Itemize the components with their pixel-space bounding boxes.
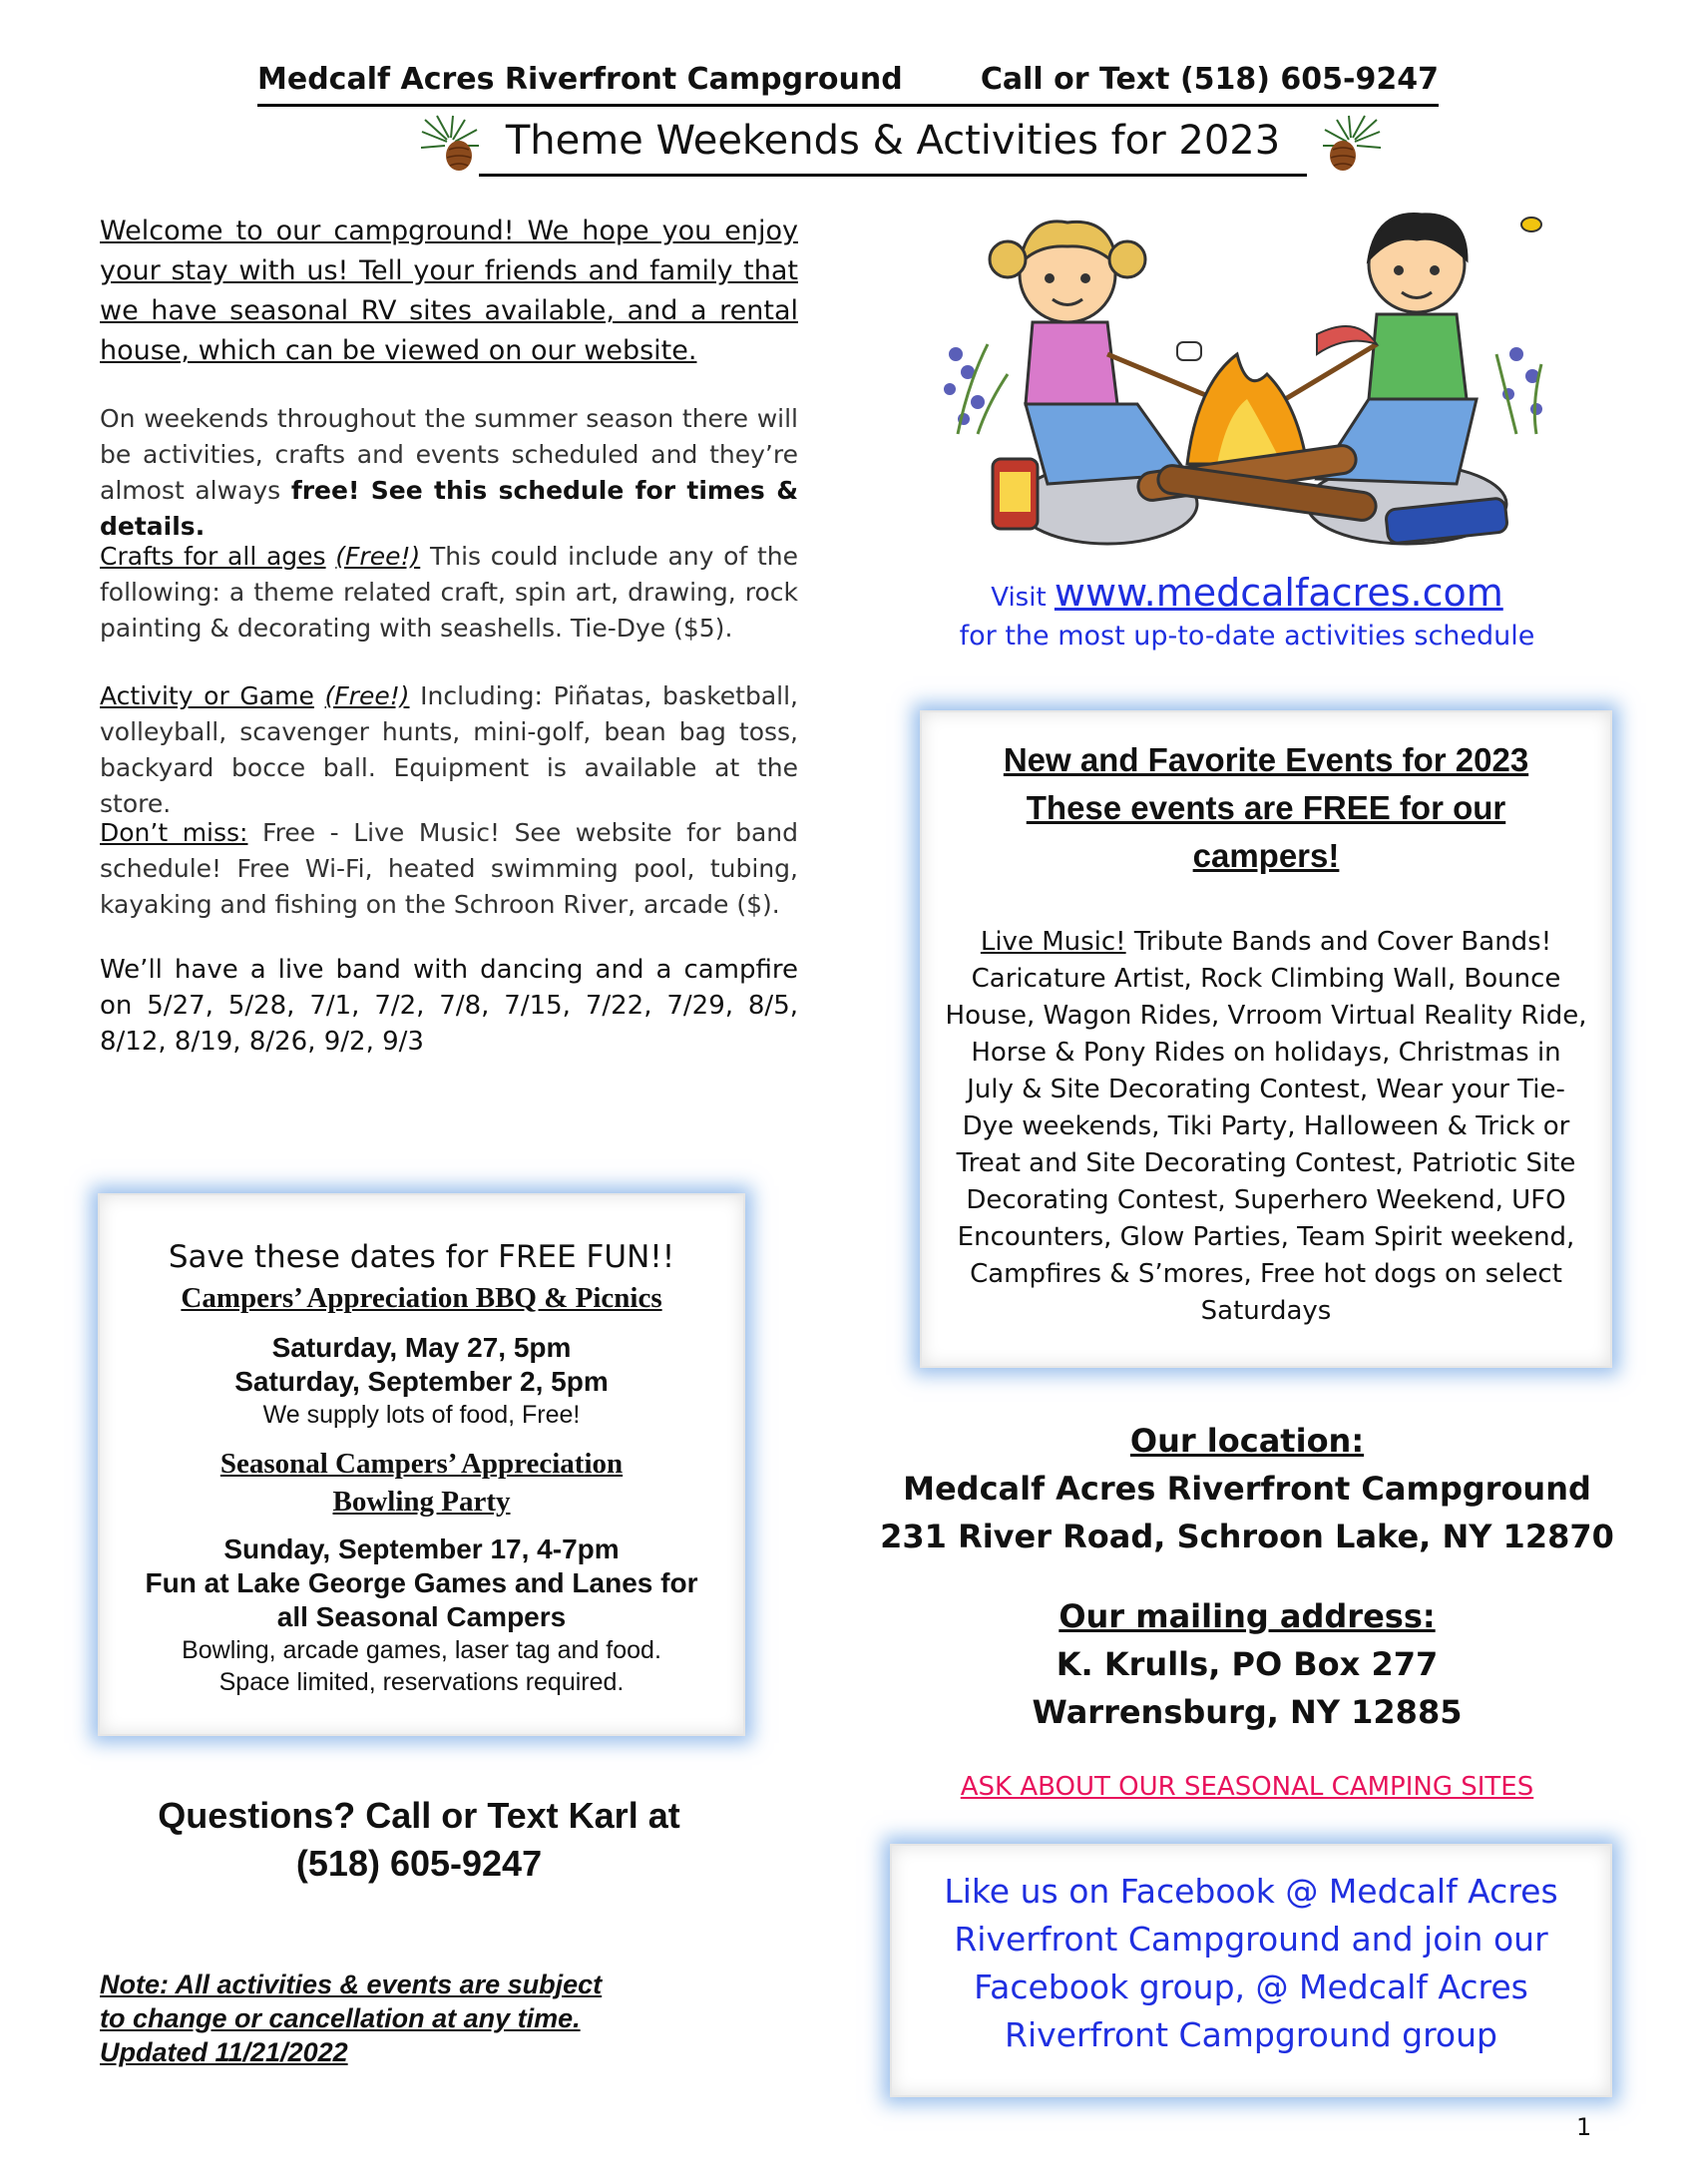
questions-line-1: Questions? Call or Text Karl at (158, 1795, 680, 1836)
events-body (922, 924, 1610, 1330)
bowling-desc-1: Fun at Lake George Games and Lanes for (145, 1567, 698, 1598)
mailing-line-1: K. Krulls, PO Box 277 (1056, 1645, 1439, 1683)
facebook-box (890, 1844, 1612, 2097)
dontmiss-text: Free - Live Music! See website for band schedule! Free Wi-Fi, heated swimming pool, tubing, kayaking and fishing on the Schroon River, arcade ($). (100, 818, 799, 919)
crafts-paragraph (100, 539, 798, 647)
note-line-1: Note: All activities & events are subject (100, 1969, 603, 1999)
facebook-text: Like us on Facebook @ Medcalf Acres Riverfront Campground and join our Facebook group, @ Medcalf Acres Riverfront Campground group (944, 1872, 1558, 2054)
crafts-label: Crafts for all ages (100, 542, 326, 571)
weekends-text: On weekends throughout the summer season there will be activities, crafts and events scheduled and they’re almost always (100, 404, 798, 505)
pinecone-icon (417, 112, 487, 174)
events-title-1: New and Favorite Events for 2023 (1003, 741, 1529, 778)
website-link[interactable]: www.medcalfacres.com (1054, 571, 1503, 615)
seasonal-sites-link[interactable]: ASK ABOUT OUR SEASONAL CAMPING SITES (960, 1772, 1534, 1802)
questions-block (90, 1792, 748, 1888)
location-name: Medcalf Acres Riverfront Campground (903, 1470, 1591, 1508)
page-number: 1 (1576, 2113, 1592, 2141)
note-block (100, 1967, 602, 2069)
bowling-heading-2: Bowling Party (332, 1486, 511, 1518)
welcome-paragraph: Welcome to our campground! We hope you enjoy your stay with us! Tell your friends and family that we have seasonal RV sites available, and a rental house, which can be viewed on our website. (100, 216, 798, 366)
visit-prefix: Visit (991, 583, 1055, 613)
campfire-kids-illustration (938, 205, 1556, 564)
save-dates-title: Save these dates for FREE FUN!! (168, 1239, 675, 1275)
bbq-date-2: Saturday, September 2, 5pm (234, 1366, 609, 1397)
bowling-date: Sunday, September 17, 4-7pm (223, 1533, 620, 1564)
events-title-2: These events are FREE for our (1026, 789, 1506, 826)
note-line-2: to change or cancellation at any time. (100, 2003, 581, 2033)
activity-label: Activity or Game (100, 681, 314, 710)
pinecone-icon (1315, 112, 1385, 174)
activity-text: Including: Piñatas, basketball, volleyball, scavenger hunts, mini-golf, bean bag toss, backyard bocce ball. Equipment is available at the store. (100, 681, 798, 818)
dontmiss-paragraph (100, 815, 798, 923)
activity-free: (Free!) (324, 681, 410, 710)
crafts-text: This could include any of the following: a theme related craft, spin art, drawing, rock painting & decorating with seashells. Tie-Dye ($5). (100, 542, 798, 643)
visit-block (878, 571, 1616, 652)
mailing-line-2: Warrensburg, NY 12885 (1032, 1693, 1463, 1731)
events-list: Tribute Bands and Cover Bands! Caricature Artist, Rock Climbing Wall, Bounce House, Wagon Rides, Vrroom Virtual Reality Ride, Horse & Pony Rides on holidays, Christmas in July & Site Decorating Contest, Wear your Tie-Dye weekends, Tiki Party, Halloween & Trick or Treat and Site Decorating Contest, Patriotic Site Decorating Contest, Superhero Weekend, UFO Encounters, Glow Parties, Team Spirit weekend, Campfires & S’mores, Free hot dogs on select Saturdays (945, 927, 1587, 1326)
events-title (922, 736, 1610, 880)
header-row (257, 62, 1439, 107)
bowling-note-2: Space limited, reservations required. (218, 1668, 625, 1696)
page-title-wrap (479, 118, 1307, 177)
bowling-note-1: Bowling, arcade games, laser tag and food. (182, 1636, 661, 1664)
band-dates-paragraph: We’ll have a live band with dancing and a campfire on 5/27, 5/28, 7/1, 7/2, 7/8, 7/15, 7/22, 7/29, 8/5, 8/12, 8/19, 8/26, 9/2, 9/3 (100, 955, 798, 1057)
save-dates-box (98, 1193, 745, 1736)
bbq-heading: Campers’ Appreciation BBQ & Picnics (181, 1282, 662, 1314)
live-music-label: Live Music! (980, 927, 1126, 957)
visit-line-2: for the most up-to-date activities schedule (959, 621, 1535, 652)
weekends-paragraph (100, 401, 798, 545)
campground-name: Medcalf Acres Riverfront Campground (257, 62, 903, 97)
crafts-free: (Free!) (335, 542, 421, 571)
bowling-heading-1: Seasonal Campers’ Appreciation (219, 1448, 624, 1480)
weekends-bold: free! See this schedule for times & details. (100, 476, 798, 541)
bbq-date-1: Saturday, May 27, 5pm (271, 1332, 572, 1363)
questions-phone: (518) 605-9247 (295, 1843, 543, 1884)
events-title-3: campers! (1192, 837, 1340, 874)
dontmiss-label: Don’t miss: (100, 818, 248, 847)
bowling-desc-2: all Seasonal Campers (276, 1601, 567, 1632)
activity-paragraph (100, 678, 798, 822)
note-line-3: Updated 11/21/2022 (100, 2037, 348, 2067)
location-heading: Our location: (1129, 1422, 1365, 1460)
mailing-heading: Our mailing address: (1059, 1597, 1436, 1635)
header-phone: Call or Text (518) 605-9247 (980, 62, 1439, 97)
page-title: Theme Weekends & Activities for 2023 (505, 118, 1281, 164)
events-box (920, 710, 1612, 1368)
location-address: 231 River Road, Schroon Lake, NY 12870 (880, 1518, 1614, 1555)
location-block (878, 1417, 1616, 1736)
bbq-note: We supply lots of food, Free! (262, 1401, 581, 1429)
